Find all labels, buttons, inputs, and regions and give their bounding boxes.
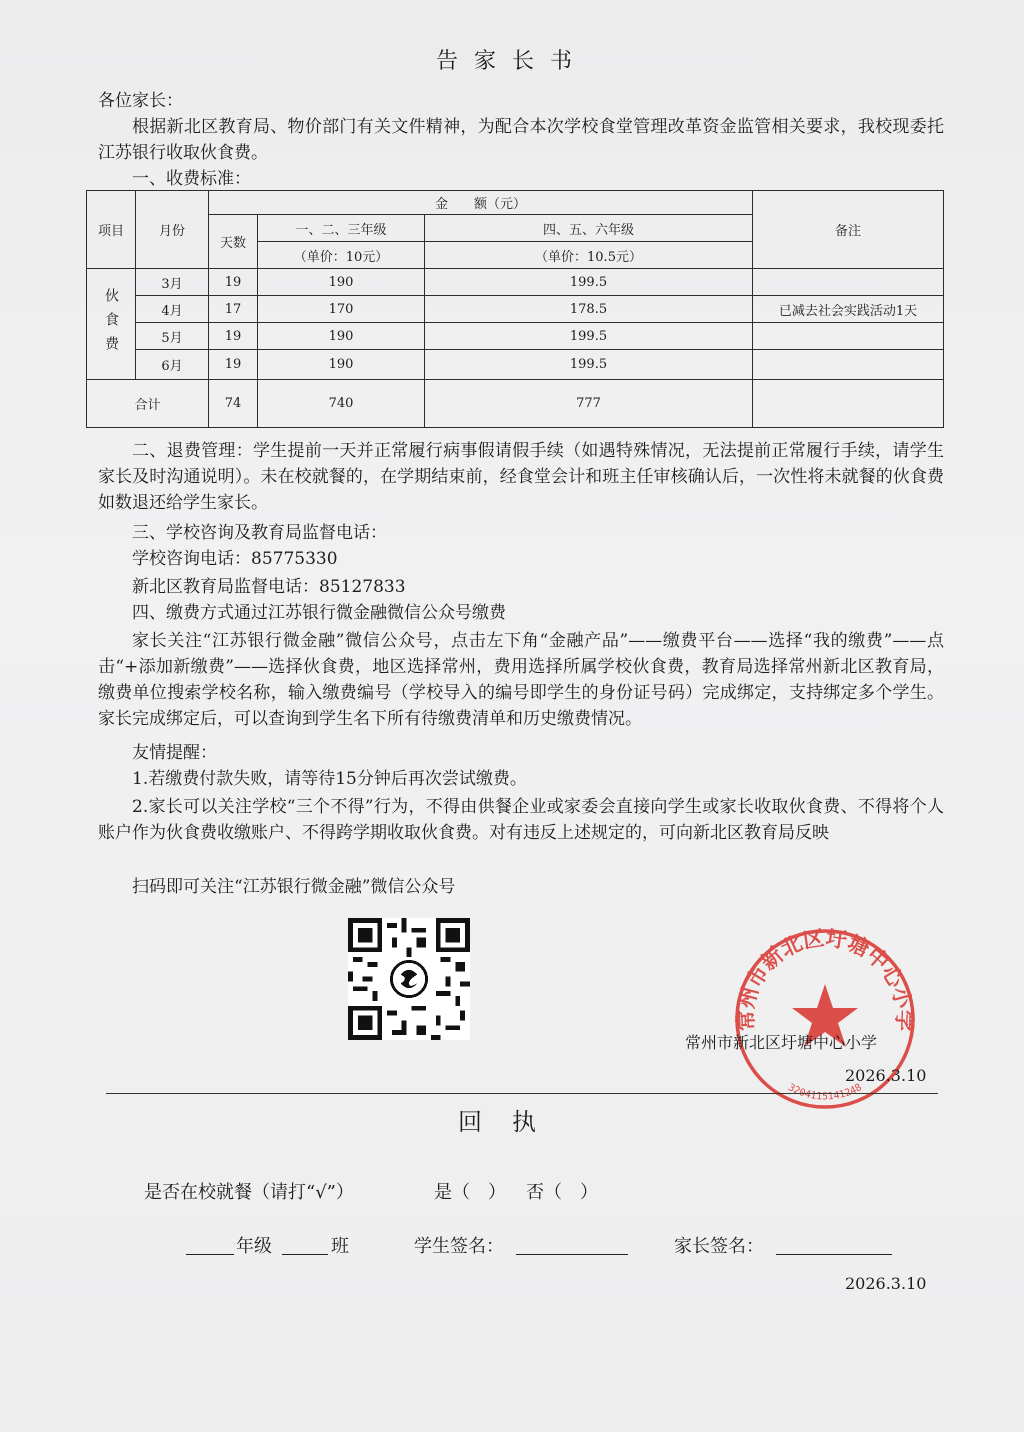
month-cell: 6月 xyxy=(136,350,209,380)
table-row xyxy=(87,350,944,380)
qr-code[interactable] xyxy=(348,918,470,1040)
item-name-cell xyxy=(87,269,136,380)
days-cell: 17 xyxy=(209,296,258,323)
high-grade-cell: 199.5 xyxy=(425,323,753,350)
month-cell: 4月 xyxy=(136,296,209,323)
header-grade-low-price: （单价：10元） xyxy=(258,242,425,269)
low-grade-cell: 170 xyxy=(258,296,425,323)
total-high-grade: 777 xyxy=(425,380,753,428)
header-grade-high-price: （单价：10.5元） xyxy=(425,242,753,269)
month-cell: 5月 xyxy=(136,323,209,350)
scan-hint: 扫码即可关注“江苏银行微金融”微信公众号 xyxy=(132,877,456,897)
header-amount: 金 额（元） xyxy=(209,191,753,215)
student-signature-field[interactable] xyxy=(516,1232,628,1255)
dining-question: 是否在校就餐（请打“√”） xyxy=(144,1182,354,1203)
high-grade-cell: 178.5 xyxy=(425,296,753,323)
header-grade-high: 四、五、六年级 xyxy=(425,215,753,242)
total-label: 合计 xyxy=(87,380,209,428)
school-name: 常州市新北区圩塘中心小学 xyxy=(685,1033,878,1052)
receipt-title: 回执 xyxy=(458,1108,566,1136)
note-cell xyxy=(753,323,944,350)
note-cell xyxy=(753,350,944,380)
section-refund: 二、退费管理：学生提前一天并正常履行病事假请假手续（如遇特殊情况，无法提前正常履行手续，请学生家长及时沟通说明）。未在校就餐的，在学期结束前，经食堂会计和班主任审核确认后，一次性将未就餐的伙食费如数退还给学生家长。 xyxy=(98,441,944,513)
student-signature-label: 学生签名： xyxy=(414,1236,504,1257)
low-grade-cell: 190 xyxy=(258,323,425,350)
note-cell: 已减去社会实践活动1天 xyxy=(753,296,944,323)
fee-table xyxy=(86,190,944,428)
table-row xyxy=(87,269,944,296)
header-grade-low: 一、二、三年级 xyxy=(258,215,425,242)
total-low-grade: 740 xyxy=(258,380,425,428)
greeting: 各位家长： xyxy=(98,91,183,111)
class-blank[interactable] xyxy=(282,1232,328,1255)
dining-yes-option[interactable]: 是（ ） xyxy=(434,1182,506,1203)
reminder-2: 2.家长可以关注学校“三个不得”行为，不得由供餐企业或家委会直接向学生或家长收取伙食费、不得将个人账户作为伙食费收缴账户、不得跨学期收取伙食费。对有违反上述规定的，可向新北区教育局反映 xyxy=(98,797,944,843)
payment-instructions: 家长关注“江苏银行微金融”微信公众号，点击左下角“金融产品”——缴费平台——选择“我的缴费”——点击“+添加新缴费”——选择伙食费，地区选择常州，费用选择所属学校伙食费，教育局选择常州新北区教育局，缴费单位搜索学校名称，输入缴费编号（学校导入的编号即学生的身份证号码）完成绑定，支持绑定多个学生。家长完成绑定后，可以查询到学生名下所有待缴费清单和历史缴费情况。 xyxy=(98,631,944,729)
table-row xyxy=(87,296,944,323)
school-seal xyxy=(730,924,920,1114)
seal-text: 常州市新北区圩塘中心小学 xyxy=(734,927,916,1032)
high-grade-cell: 199.5 xyxy=(425,269,753,296)
header-note: 备注 xyxy=(753,191,944,269)
section-fee-standard: 一、收费标准： xyxy=(132,169,251,189)
dining-no-option[interactable]: 否（ ） xyxy=(526,1182,598,1203)
parent-signature-label: 家长签名： xyxy=(674,1236,764,1257)
document-title: 告家长书 xyxy=(435,49,588,74)
header-month: 月份 xyxy=(136,191,209,269)
class-label: 班 xyxy=(331,1236,349,1257)
low-grade-cell: 190 xyxy=(258,269,425,296)
grade-blank[interactable] xyxy=(186,1232,234,1255)
days-cell: 19 xyxy=(209,323,258,350)
total-days: 74 xyxy=(209,380,258,428)
seal-code: 3204115141248 xyxy=(786,1082,864,1103)
phone-school: 学校咨询电话：85775330 xyxy=(132,549,338,569)
receipt-date: 2026.3.10 xyxy=(845,1274,927,1293)
total-note xyxy=(753,380,944,428)
days-cell: 19 xyxy=(209,269,258,296)
table-row xyxy=(87,323,944,350)
section-phones: 三、学校咨询及教育局监督电话： xyxy=(132,523,387,543)
parent-signature-field[interactable] xyxy=(776,1232,892,1255)
total-row xyxy=(87,380,944,428)
days-cell: 19 xyxy=(209,350,258,380)
low-grade-cell: 190 xyxy=(258,350,425,380)
item-name: 伙食费 xyxy=(103,288,119,360)
notice-date: 2026.3.10 xyxy=(845,1066,927,1085)
grade-label: 年级 xyxy=(236,1236,272,1257)
reminder-title: 友情提醒： xyxy=(132,743,217,763)
header-item: 项目 xyxy=(87,191,136,269)
month-cell: 3月 xyxy=(136,269,209,296)
header-days: 天数 xyxy=(209,215,258,269)
intro-paragraph: 根据新北区教育局、物价部门有关文件精神，为配合本次学校食堂管理改革资金监管相关要求，我校现委托江苏银行收取伙食费。 xyxy=(98,117,944,163)
receipt-divider xyxy=(106,1093,938,1094)
note-cell xyxy=(753,269,944,296)
reminder-1: 1.若缴费付款失败，请等待15分钟后再次尝试缴费。 xyxy=(132,769,527,789)
high-grade-cell: 199.5 xyxy=(425,350,753,380)
section-payment: 四、缴费方式通过江苏银行微金融微信公众号缴费 xyxy=(132,603,506,623)
phone-bureau: 新北区教育局监督电话：85127833 xyxy=(132,577,406,597)
